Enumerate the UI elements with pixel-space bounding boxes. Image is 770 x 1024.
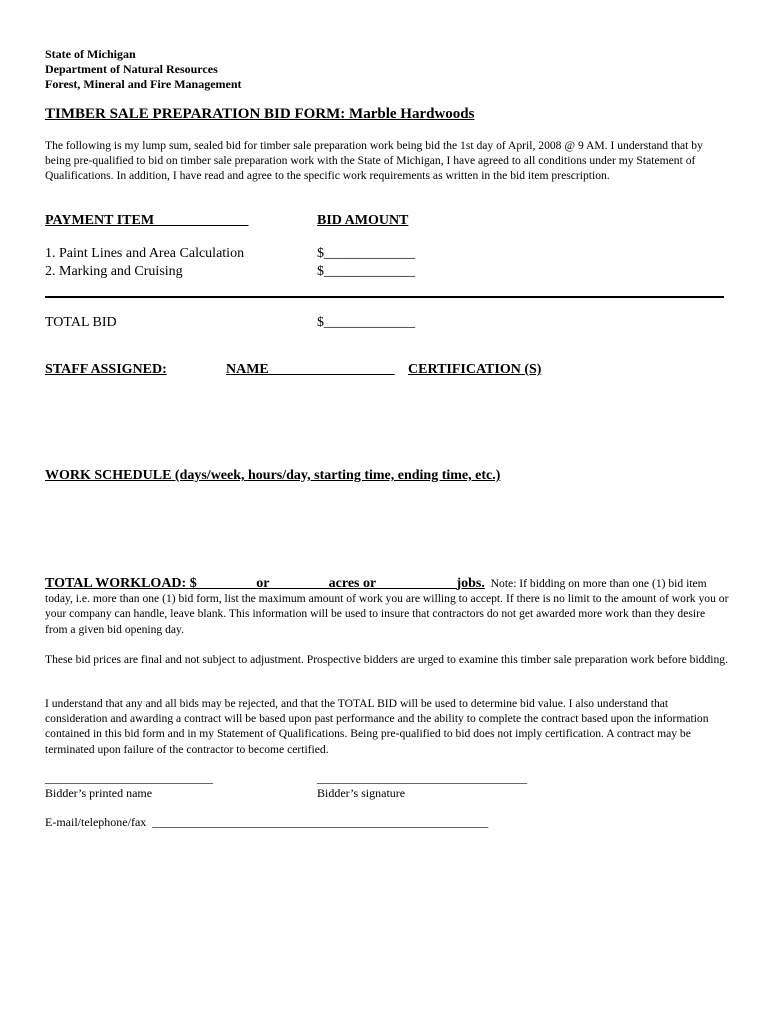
total-bid-amount[interactable]: $_____________ [317, 315, 415, 330]
work-schedule-heading: WORK SCHEDULE (days/week, hours/day, starting time, ending time, etc.) [45, 468, 501, 483]
staff-name-underline [269, 362, 395, 377]
total-bid-label: TOTAL BID [45, 315, 117, 330]
payment-item-label: PAYMENT ITEM [45, 213, 155, 228]
signature-label: Bidder’s signature [317, 786, 406, 800]
bid-amount-header: BID AMOUNT [317, 213, 409, 228]
payment-item-1-label: 1. Paint Lines and Area Calculation [45, 246, 245, 261]
contact-label: E-mail/telephone/fax [45, 815, 147, 829]
payment-item-header [45, 213, 249, 229]
contact-row [45, 815, 488, 830]
header-division: Forest, Mineral and Fire Management [45, 77, 242, 91]
payment-item-underline [154, 213, 249, 228]
header-department: Department of Natural Resources [45, 62, 218, 76]
workload-note: Note: If bidding on more than one (1) bid item today, i.e. more than one (1) bid form, list the maximum amount of work you are willing to accept. If there is no limit to the amount of work you or your company can handle, leave blank. This information will be used to insure that contractors do not get awarded more work than they desire from a given bid opening day. [45, 577, 729, 636]
contact-line[interactable]: ________________________________________________________ [152, 815, 489, 829]
form-title: TIMBER SALE PREPARATION BID FORM: Marble Hardwoods [45, 106, 475, 122]
payment-item-2-amount[interactable]: $_____________ [317, 264, 415, 279]
understand-paragraph: I understand that any and all bids may be rejected, and that the TOTAL BID will be used to determine bid value. I also understand that consideration and awarding a contract will be based upon past performance and the ability to complete the contract based upon the information contained in this bid form and in my Statement of Qualifications. Being pre-qualified to bid does not imply certification. A contract may be terminated upon failure of the contractor to become certified. [45, 697, 709, 756]
staff-name-header [226, 362, 395, 378]
signature-line[interactable]: ___________________________________ [317, 771, 527, 785]
staff-name-label: NAME [226, 362, 269, 377]
printed-name-line[interactable]: ____________________________ [45, 771, 213, 785]
header-state: State of Michigan [45, 47, 136, 61]
intro-paragraph: The following is my lump sum, sealed bid for timber sale preparation work being bid the 1st day of April, 2008 @ 9 AM. I understand that by being pre-qualified to bid on timber sale preparation work with the State of Michigan, I have agreed to all conditions under my Statement of Qualifications. In addition, I have read and agree to the specific work requirements as written in the bid item prescription. [45, 139, 703, 183]
staff-assigned-label: STAFF ASSIGNED: [45, 362, 167, 377]
certification-header: CERTIFICATION (S) [408, 362, 542, 377]
payment-item-1-amount[interactable]: $_____________ [317, 246, 415, 261]
workload-heading[interactable]: TOTAL WORKLOAD: $________ or ________acres or ___________jobs. [45, 576, 485, 591]
workload-paragraph [45, 576, 730, 637]
divider-rule [45, 296, 724, 298]
final-prices-paragraph: These bid prices are final and not subject to adjustment. Prospective bidders are urged to examine this timber sale preparation work before bidding. [45, 653, 728, 666]
printed-name-label: Bidder’s printed name [45, 786, 153, 800]
payment-item-2-label: 2. Marking and Cruising [45, 264, 183, 279]
